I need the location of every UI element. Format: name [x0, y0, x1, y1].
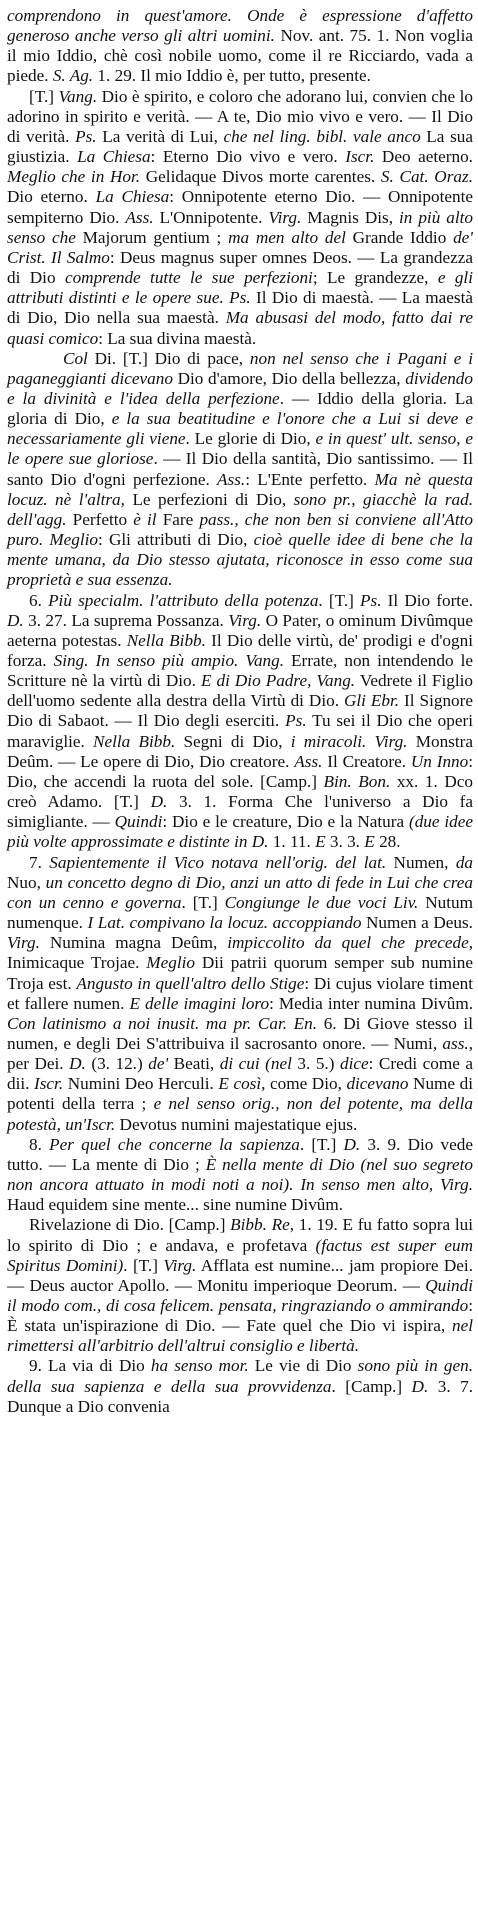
text-run: Grande Iddio — [345, 227, 454, 247]
text-run: 8. — [29, 1134, 50, 1154]
italic-run: E delle imagini loro — [129, 993, 270, 1013]
text-run: Numen, — [386, 852, 456, 872]
italic-run: sono più in gen. della sua sapienza e della sua provvidenza — [7, 1356, 474, 1396]
text-run: Vedrete il Figlio dell'uomo sedente alla destra della Virtù di Dio. — [7, 671, 474, 711]
italic-run: E così — [218, 1074, 262, 1094]
text-run: La verità di Lui, — [96, 126, 224, 146]
text-run: : Dio e le creature, Dio e la Natura — [162, 812, 409, 832]
text-run: Dio è spirito, e coloro che adorano lui, convien che lo adorino in spirito e verità. — A te, Dio mio vivo e vero. — Il Dio di verità. — [7, 86, 473, 146]
italic-run: Ass. — [294, 751, 323, 771]
text-run: . [Camp.] — [331, 1376, 412, 1396]
italic-run: D. — [411, 1376, 429, 1396]
text-run: 3. 9. Dio vede tutto. — La mente di Dio ; — [7, 1134, 474, 1174]
text-run: Il Dio delle virtù, de' prodigi e d'ogni forza. — [7, 630, 473, 670]
text-run: : Deus magnus super omnes Deos. — La grandezza di Dio — [7, 247, 473, 288]
text-run: . Le glorie di Dio, — [185, 429, 316, 449]
text-run: Le vie di Dio — [248, 1356, 358, 1376]
text-run: La sua giustizia. — [7, 126, 473, 167]
text-run: , 1. 19. E fu fatto sopra lui lo spirito di Dio ; e andava, e profetava — [7, 1215, 473, 1255]
italic-run: Nella Bibb. — [126, 630, 206, 650]
text-run: Errate, non intendendo le Scritture nè la virtù di Dio. — [7, 651, 473, 691]
italic-run: È nella mente di Dio (nel suo segreto non ancora attuato in modi noti a noi). In senso men alto, Virg. — [7, 1154, 473, 1195]
italic-run: in più alto senso che — [7, 207, 473, 247]
entry-paragraph — [7, 1135, 473, 1216]
italic-run: e gli attributi distinti e le opere sue. Ps. — [7, 268, 473, 308]
text-run: . — Iddio della gloria. La gloria di Dio, — [7, 388, 473, 429]
text-run: Nov. ant. 75. 1. Non voglia il mio Iddio, chè così nobile uomo, come il re Ricciardo, vada a piede. — [7, 26, 473, 86]
italic-run: Quindi — [114, 812, 163, 832]
text-run: Gelidaque Divos morte carentes. — [140, 167, 381, 187]
italic-run: che nel ling. bibl. vale anco — [223, 126, 421, 146]
italic-run: Iscr. — [345, 147, 375, 167]
italic-run: La Chiesa — [95, 187, 170, 207]
italic-run: dividendo e la divinità e l'idea della perfezione — [7, 368, 473, 408]
italic-run: impiccolito da quel che precede — [227, 933, 469, 953]
italic-run: Un Inno — [410, 751, 469, 771]
text-run: Magnis Dis, — [301, 207, 399, 227]
text-run: Haud equidem sine mente... sine numine Divûm. — [7, 1195, 344, 1215]
text-run: Devotus numini majestatique ejus. — [115, 1114, 358, 1134]
italic-run: Ma nè questa locuz. nè l'altra — [7, 469, 473, 509]
text-run: Dio eterno. — [7, 187, 96, 207]
italic-run: dice — [339, 1054, 369, 1074]
italic-run: (factus est super eum Spiritus Domini) — [7, 1235, 473, 1275]
italic-run: non nel senso che i Pagani e i paganeggianti dicevano — [7, 348, 473, 388]
italic-run: de' Crist. Il Salmo — [7, 227, 473, 267]
entry-paragraph — [7, 853, 473, 1135]
italic-run: Meglio che in Hor. — [7, 167, 141, 187]
italic-run: D. — [150, 792, 168, 812]
italic-run: Ass. — [125, 207, 154, 227]
italic-run: Con latinismo a noi inusit. ma pr. Car. En. — [7, 1013, 318, 1033]
italic-run: pass., che non ben si conviene all'Atto puro. Meglio — [7, 509, 473, 550]
italic-run: è il — [133, 509, 157, 529]
text-run: : Onnipotente eterno Dio. — Onnipotente sempiterno Dio. — [7, 187, 473, 227]
text-run: Perfetto — [66, 509, 134, 529]
text-run: 6. — [29, 590, 49, 610]
italic-run: E di Dio Padre, Vang. — [200, 671, 356, 691]
italic-run: Sing. In senso più ampio. Vang. — [53, 651, 285, 670]
text-run: : Gli attributi di Dio, — [98, 530, 254, 550]
text-run: ; Le grandezze, — [312, 268, 438, 288]
entry-paragraph — [7, 6, 473, 87]
text-run: . [T.] — [318, 590, 361, 610]
italic-run: Virg. — [268, 207, 302, 227]
text-run: : Media inter numina Divûm. — [269, 993, 474, 1013]
italic-run: (due idee più volte approssimate e distinte in D. — [7, 812, 474, 852]
text-run: 6. Di Giove stesso il numen, e degli Dei S'attribuiva il sacrosanto onore. — Numi, — [7, 1013, 473, 1053]
text-run: , come Dio, — [261, 1074, 347, 1094]
italic-run: un concetto degno di Dio, anzi un atto di fede in Lui che crea con un cenno e governa — [7, 872, 473, 912]
text-run: 9. La via di Dio — [29, 1356, 151, 1376]
italic-run: Vang. — [58, 86, 98, 106]
italic-run: da — [455, 852, 474, 872]
italic-run: e nel senso orig., non del potente, ma della potestà, un' — [7, 1094, 473, 1134]
italic-run: Nella Bibb. — [93, 731, 176, 751]
italic-run: e in quest' ult. senso, e le opere sue gloriose — [7, 429, 473, 469]
text-run: 7. — [29, 852, 50, 872]
italic-run: Ma abusasi del modo, fatto dai re quasi comico — [7, 308, 473, 348]
italic-run: Sapientemente il Vico notava nell'orig. del lat. — [49, 852, 387, 872]
text-run: : L'Ente perfetto. — [245, 469, 375, 489]
italic-run: Virg. — [228, 610, 262, 630]
text-run: 28. — [374, 832, 401, 852]
text-run: Majorum gentium ; — [75, 227, 229, 247]
text-run: : Credi come a dii. — [7, 1054, 474, 1094]
italic-run: Bin. Bon. — [323, 771, 391, 791]
text-run: 1. 11. — [268, 832, 316, 852]
italic-run: cioè quelle idee di bene che la mente umana, da Dio stesso ajutata, riconosce in esso come sua proprietà e sua essenza. — [7, 530, 474, 590]
italic-run: Virg. — [163, 1255, 197, 1275]
italic-run: Ps. — [285, 711, 307, 731]
entry-paragraph — [7, 591, 473, 853]
italic-run: Congiunge le due voci Liv. — [224, 892, 419, 912]
text-run: Dio d'amore, Dio della bellezza, — [172, 368, 406, 388]
italic-run: Ass. — [217, 469, 246, 489]
italic-run: Angusto in quell'altro dello Stige — [76, 973, 305, 993]
text-run: 3. 7. Dunque a Dio convenia — [7, 1376, 473, 1416]
italic-run: Col — [63, 348, 88, 368]
text-run: Segni di Dio, — [175, 731, 291, 751]
italic-run: e la sua beatitudine e l'onore che a Lui si deve e necessariamente gli viene — [7, 409, 473, 449]
text-run: : Dio, che accendi la ruota del sole. [Camp.] — [7, 751, 474, 791]
text-run: [T.] — [29, 86, 59, 106]
text-run: , per Dei. — [7, 1033, 473, 1074]
text-run: : La sua divina maestà. — [98, 328, 257, 348]
italic-run: ha senso mor. — [150, 1356, 249, 1376]
italic-run: E — [364, 832, 375, 852]
text-run: Numina magna Deûm, — [39, 933, 228, 953]
text-run: : Di cujus violare timent et fallere numen. — [7, 973, 473, 1013]
text-run: 1. 29. Il mio Iddio è, per tutto, presente. — [93, 66, 371, 86]
entry-paragraph — [7, 1356, 473, 1416]
italic-run: comprendono in quest'amore. Onde è espressione d'affetto generoso anche verso gli altri uomini. — [7, 6, 473, 46]
text-run: . [T.] — [299, 1134, 344, 1154]
italic-run: Ps. — [75, 126, 97, 146]
entry-paragraph — [7, 1215, 473, 1356]
text-run: Beati, — [168, 1054, 220, 1074]
italic-run: S. Ag. — [52, 66, 94, 86]
entry-paragraph — [7, 87, 473, 349]
text-run: Il Creatore. — [322, 751, 411, 771]
text-run: 3. 5.) — [291, 1054, 340, 1074]
text-run: Nutum numenque. — [7, 892, 473, 933]
text-run: . [T.] — [123, 1255, 164, 1275]
text-run: Nuo, — [7, 872, 46, 892]
text-run: : È stata un'ispirazione di Dio. — Fate quel che Dio vi ispira, — [7, 1296, 473, 1336]
text-run: L'Onnipotente. — [153, 207, 269, 227]
text-run: Fare — [156, 509, 200, 529]
italic-run: Per quel che concerne la sapienza — [49, 1134, 300, 1154]
text-run: Numen a Deus. — [361, 913, 473, 933]
italic-run: Meglio — [146, 953, 195, 973]
text-run: Dii patrii quorum semper sub numine Troja est. — [7, 953, 473, 993]
italic-run: D. — [343, 1134, 361, 1154]
text-run: Afflata est numine... jam propiore Dei. — Deus auctor Apollo. — Monitu imperioque Deorum. — — [7, 1255, 473, 1295]
text-run: . — Il Dio della santità, Dio santissimo. — Il santo Dio d'ogni perfezione. — [7, 449, 474, 489]
text-run: O Pater, o ominum Divûmque aeterna potestas. — [7, 610, 473, 650]
italic-run: Ps. — [360, 590, 382, 610]
italic-run: ass. — [442, 1033, 469, 1053]
italic-run: nel rimettersi all'arbitrio dell'altrui consiglio e libertà. — [7, 1316, 473, 1356]
text-run: Rivelazione di Dio. [Camp.] — [29, 1215, 231, 1235]
italic-run: i miracoli. Virg. — [290, 731, 408, 751]
text-run: Deo aeterno. — [374, 147, 473, 167]
text-run: Il Dio forte. — [381, 590, 474, 610]
text-run: Monstra Deûm. — Le opere di Dio, Dio creatore. — [7, 731, 473, 771]
text-run: : Eterno Dio vivo e vero. — [150, 147, 346, 167]
italic-run: Iscr. — [34, 1074, 64, 1094]
text-run: . [T.] — [181, 892, 225, 912]
text-run: , Le perfezioni di Dio, — [120, 489, 294, 509]
text-run: Il Dio di maestà. — La maestà di Dio, Dio nella sua maestà. — [7, 288, 473, 328]
italic-run: Iscr. — [86, 1114, 116, 1134]
italic-run: S. Cat. Oraz. — [380, 167, 473, 187]
italic-run: E — [315, 832, 326, 852]
italic-run: de' — [148, 1054, 169, 1074]
italic-run: ma men alto del — [228, 227, 346, 247]
italic-run: Bibb. Re — [230, 1215, 290, 1235]
text-run: , Inimicaque Trojae. — [7, 933, 473, 973]
italic-run: sono pr., giacchè la rad. dell'agg. — [7, 489, 473, 529]
entry-paragraph — [7, 349, 473, 591]
text-run: 3. 27. La suprema Possanza. — [23, 610, 229, 630]
italic-run: Gli Ebr. — [343, 691, 400, 711]
italic-run: Più specialm. l'attributo della potenza — [48, 590, 319, 610]
italic-run: I Lat. compivano la locuz. accoppiando — [87, 913, 362, 933]
italic-run: Virg. — [7, 933, 40, 953]
text-run: Il Signore Dio di Sabaot. — Il Dio degli eserciti. — [7, 691, 473, 731]
text-run: (3. 12.) — [85, 1054, 149, 1074]
italic-run: dicevano — [346, 1074, 409, 1094]
text-run: 3. 3. — [325, 832, 365, 852]
text-run: xx. 1. Dco creò Adamo. [T.] — [7, 771, 474, 812]
italic-run: di cui (nel — [219, 1054, 292, 1074]
italic-run: D. — [69, 1054, 86, 1074]
text-run: Nume di potenti della terra ; — [7, 1074, 473, 1114]
text-run: Numini Deo Herculi. — [63, 1074, 219, 1094]
italic-run: D. — [7, 610, 24, 630]
text-run: Di. [T.] Dio di pace, — [87, 348, 250, 368]
italic-run: comprende tutte le sue perfezioni — [64, 268, 313, 288]
text-run: Tu sei il Dio che operi maraviglie. — [7, 711, 473, 751]
text-run: 3. 1. Forma Che l'universo a Dio fa simigliante. — — [7, 792, 473, 832]
italic-run: Quindi il modo com., di cosa felicem. pensata, ringraziando o ammirando — [7, 1275, 473, 1315]
italic-run: La Chiesa — [77, 147, 151, 167]
